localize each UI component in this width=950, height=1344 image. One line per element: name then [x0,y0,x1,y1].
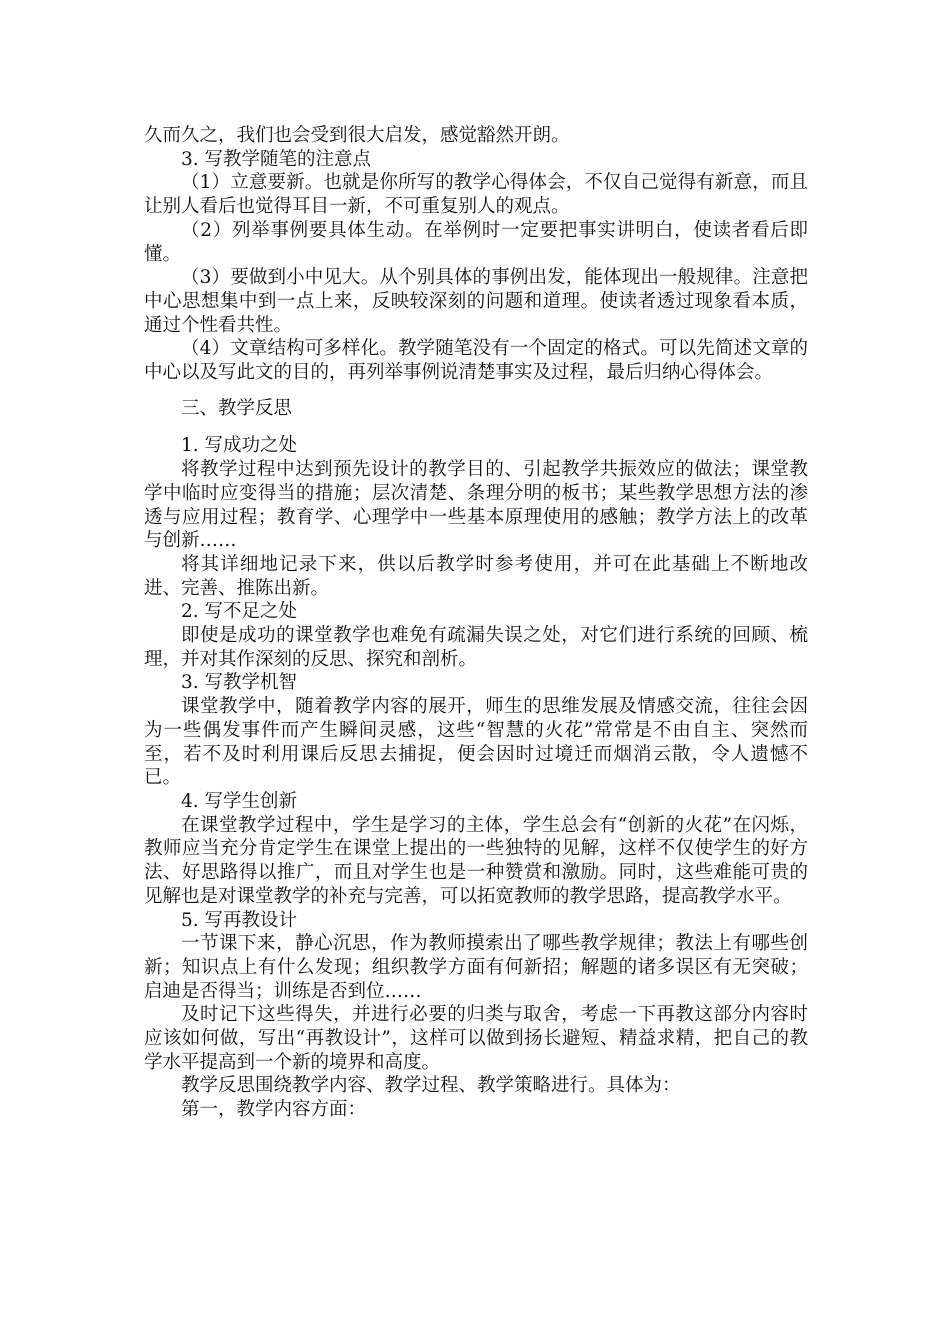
paragraph-point-1: （1）立意要新。也就是你所写的教学心得体会，不仅自己觉得有新意，而且让别人看后也觉得耳目一新，不可重复别人的观点。 [144,172,808,218]
paragraph-redesign-questions: 一节课下来，静心沉思，作为教师摸索出了哪些教学规律；教法上有哪些创新；知识点上有什么发现；组织教学方面有何新招；解题的诸多误区有无突破；启迪是否得当；训练是否到位…… [144,933,808,1002]
paragraph-point-4: （4）文章结构可多样化。教学随笔没有一个固定的格式。可以先简述文章的中心以及写此文的目的，再列举事例说清楚事实及过程，最后归纳心得体会。 [144,338,808,384]
paragraph-reflection-scope: 教学反思围绕教学内容、教学过程、教学策略进行。具体为： [181,1075,681,1097]
subheading-shortcomings: 2. 写不足之处 [181,601,298,623]
subheading-student-innovation: 4. 写学生创新 [181,790,298,812]
paragraph-student-innovation: 在课堂教学过程中，学生是学习的主体，学生总会有“创新的火花”在闪烁，教师应当充分肯定学生在课堂上提出的一些独特的见解，这样不仅使学生的好方法、好思路得以推广，而且对学生也是一种赞赏和激励。同时，这些难能可贵的见解也是对课堂教学的补充与完善，可以拓宽教师的教学思路，提高教学水平。 [144,814,808,907]
paragraph-teaching-wit: 课堂教学中，随着教学内容的展开，师生的思维发展及情感交流，往往会因为一些偶发事件而产生瞬间灵感，这些“智慧的火花”常常是不由自主、突然而至，若不及时利用课后反思去捕捉，便会因时过境迁而烟消云散，令人遗憾不已。 [144,696,808,789]
paragraph-success-record: 将其详细地记录下来，供以后教学时参考使用，并可在此基础上不断地改进、完善、推陈出新。 [144,553,808,599]
document-page [144,124,808,1122]
subheading-essay-notes: 3. 写教学随笔的注意点 [181,148,372,170]
paragraph-continuation: 久而久之，我们也会受到很大启发，感觉豁然开朗。 [144,125,570,146]
subheading-success: 1. 写成功之处 [181,435,298,457]
paragraph-point-3: （3）要做到小中见大。从个别具体的事例出发，能体现出一般规律。注意把中心思想集中到一点上来，反映较深刻的问题和道理。使读者透过现象看本质，通过个性看共性。 [144,267,808,336]
paragraph-point-2: （2）列举事例要具体生动。在举例时一定要把事实讲明白，使读者看后即懂。 [144,219,808,265]
paragraph-content-aspect: 第一，教学内容方面： [181,1099,367,1121]
subheading-teaching-wit: 3. 写教学机智 [181,672,298,694]
paragraph-success-detail: 将教学过程中达到预先设计的教学目的、引起教学共振效应的做法；课堂教学中临时应变得当的措施；层次清楚、条理分明的板书；某些教学思想方法的渗透与应用过程；教育学、心理学中一些基本原理使用的感触；教学方法上的改革与创新…… [144,459,808,552]
paragraph-shortcomings: 即使是成功的课堂教学也难免有疏漏失误之处，对它们进行系统的回顾、梳理，并对其作深刻的反思、探究和剖析。 [144,625,808,670]
section-heading-reflection: 三、教学反思 [181,397,293,419]
paragraph-redesign-record: 及时记下这些得失，并进行必要的归类与取舍，考虑一下再教这部分内容时应该如何做，写出“再教设计”，这样可以做到扬长避短、精益求精，把自己的教学水平提高到一个新的境界和高度。 [144,1004,808,1073]
subheading-redesign: 5. 写再教设计 [181,909,298,931]
